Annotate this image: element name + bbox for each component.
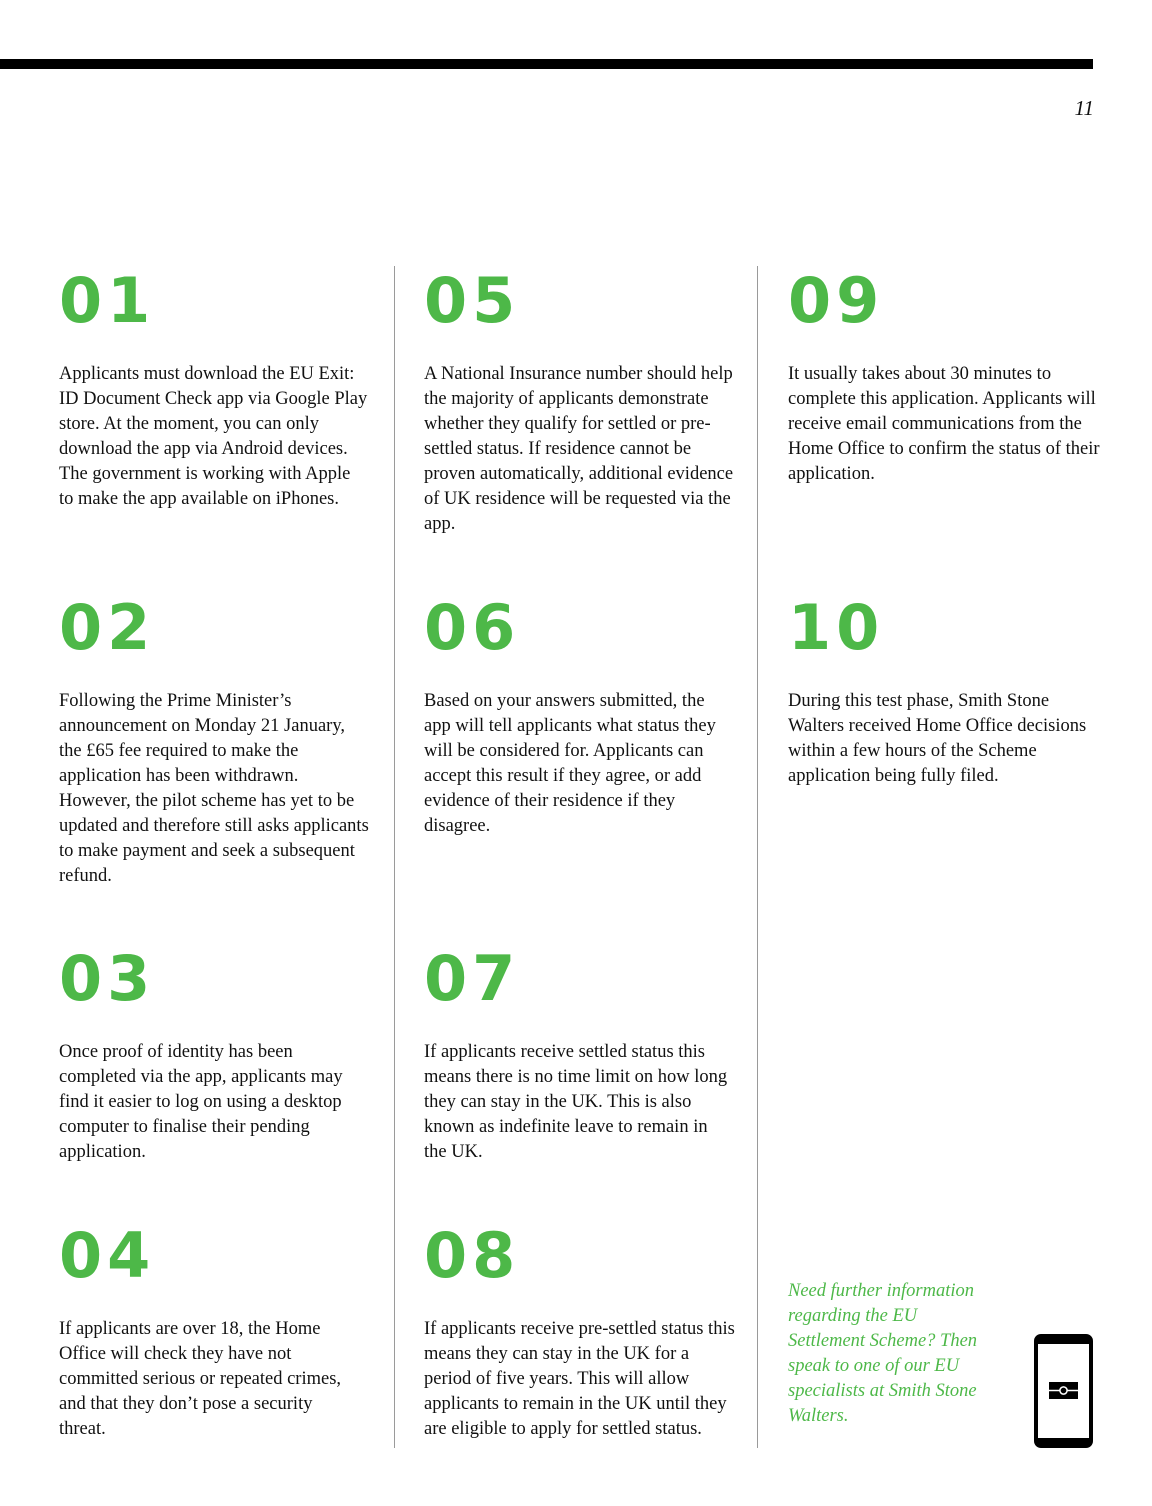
step-number: 07 [424, 942, 521, 1015]
step-07 [424, 942, 734, 1165]
step-text: If applicants receive pre-settled status this means they can stay in the UK for a period of five years. This will allow applicants to remain in the UK until they are eligible to apply for settled status. [424, 1319, 735, 1439]
step-09 [788, 264, 1103, 487]
page-number: 11 [1074, 96, 1094, 120]
step-05 [424, 264, 739, 537]
column-divider-2 [757, 266, 758, 1448]
step-text: Following the Prime Minister’s announcement on Monday 21 January, the £65 fee required to make the application has been withdrawn. However, the pilot scheme has yet to be updated and therefore still asks applicants to make payment and seek a subsequent refund. [59, 691, 369, 886]
step-number: 01 [59, 264, 156, 337]
step-text: During this test phase, Smith Stone Walters received Home Office decisions within a few hours of the Scheme application being fully filed. [788, 691, 1087, 786]
step-03 [59, 942, 359, 1165]
top-rule [0, 59, 1093, 69]
step-number: 08 [424, 1219, 521, 1292]
step-text: Applicants must download the EU Exit: ID Document Check app via Google Play store. At the moment, you can only download the app via Android devices. The government is working with Apple to make the app available on iPhones. [59, 364, 368, 509]
step-number: 04 [59, 1219, 156, 1292]
step-06 [424, 591, 734, 839]
step-text: Once proof of identity has been completed via the app, applicants may find it easier to log on using a desktop computer to finalise their pending application. [59, 1042, 343, 1162]
step-number: 05 [424, 264, 521, 337]
step-08 [424, 1219, 736, 1442]
step-number: 03 [59, 942, 156, 1015]
step-10 [788, 591, 1098, 789]
step-number: 06 [424, 591, 521, 664]
step-text: Based on your answers submitted, the app will tell applicants what status they will be considered for. Applicants can accept this result if they agree, or add evidence of their residence if they disagree. [424, 691, 716, 836]
step-text: If applicants receive settled status this means there is no time limit on how long they can stay in the UK. This is also known as indefinite leave to remain in the UK. [424, 1042, 728, 1162]
step-text: It usually takes about 30 minutes to complete this application. Applicants will receive email communications from the Home Office to confirm the status of their application. [788, 364, 1100, 484]
step-text: A National Insurance number should help the majority of applicants demonstrate whether they qualify for settled or pre-settled status. If residence cannot be proven automatically, additional evidence of UK residence will be requested via the app. [424, 364, 734, 534]
step-04 [59, 1219, 349, 1442]
step-text: If applicants are over 18, the Home Office will check they have not committed serious or repeated crimes, and that they don’t pose a security threat. [59, 1319, 342, 1439]
step-number: 02 [59, 591, 156, 664]
column-divider-1 [394, 266, 395, 1448]
step-number: 09 [788, 264, 885, 337]
step-01 [59, 264, 369, 512]
step-number: 10 [788, 591, 885, 664]
mobile-phone-icon [1034, 1334, 1093, 1448]
callout-text: Need further information regarding the EU Settlement Scheme? Then speak to one of our EU specialists at Smith Stone Walters. [788, 1281, 978, 1426]
step-02 [59, 591, 369, 889]
